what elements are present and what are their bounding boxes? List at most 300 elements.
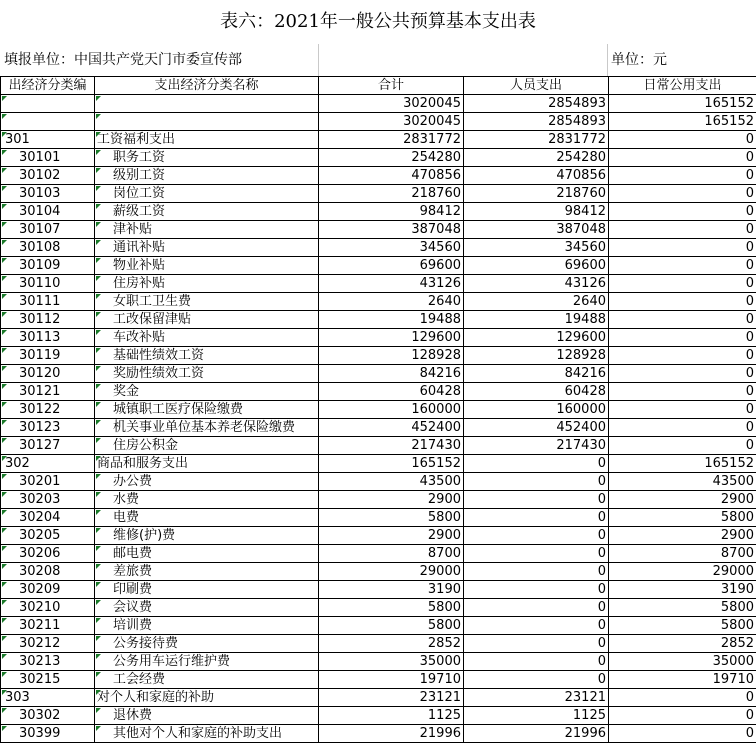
cell-marker-icon bbox=[96, 258, 101, 263]
row-personnel: 2854893 bbox=[464, 95, 609, 113]
row-total: 5800 bbox=[319, 509, 464, 527]
reporting-unit: 填报单位：中国共产党天门市委宣传部 bbox=[4, 52, 242, 68]
cell-marker-icon bbox=[96, 294, 101, 299]
cell-marker-icon bbox=[96, 312, 101, 317]
row-total: 35000 bbox=[319, 653, 464, 671]
table-row bbox=[1, 311, 756, 329]
cell-marker-icon bbox=[2, 402, 7, 407]
table-row bbox=[1, 167, 756, 185]
row-public: 165152 bbox=[609, 95, 756, 113]
cell-marker-icon bbox=[96, 186, 101, 191]
table-row bbox=[1, 563, 756, 581]
cell-marker-icon bbox=[96, 600, 101, 605]
row-code: 30108 bbox=[1, 239, 95, 257]
row-total: 34560 bbox=[319, 239, 464, 257]
row-personnel: 0 bbox=[464, 563, 609, 581]
row-name bbox=[95, 113, 319, 131]
row-public: 0 bbox=[609, 329, 756, 347]
cell-marker-icon bbox=[96, 654, 101, 659]
row-total: 160000 bbox=[319, 401, 464, 419]
cell-marker-icon bbox=[96, 150, 101, 155]
row-name: 住房补贴 bbox=[95, 275, 319, 293]
row-total: 43500 bbox=[319, 473, 464, 491]
row-name: 机关事业单位基本养老保险缴费 bbox=[95, 419, 319, 437]
row-personnel: 19488 bbox=[464, 311, 609, 329]
row-name: 车改补贴 bbox=[95, 329, 319, 347]
row-personnel: 21996 bbox=[464, 725, 609, 743]
cell-marker-icon bbox=[2, 222, 7, 227]
row-personnel: 0 bbox=[464, 455, 609, 473]
row-personnel: 1125 bbox=[464, 707, 609, 725]
table-row bbox=[1, 257, 756, 275]
row-name: 奖金 bbox=[95, 383, 319, 401]
cell-marker-icon bbox=[2, 564, 7, 569]
row-code: 30211 bbox=[1, 617, 95, 635]
cell-marker-icon bbox=[2, 276, 7, 281]
cell-marker-icon bbox=[96, 114, 101, 119]
row-total: 84216 bbox=[319, 365, 464, 383]
row-public: 8700 bbox=[609, 545, 756, 563]
row-total: 29000 bbox=[319, 563, 464, 581]
table-row bbox=[1, 725, 756, 743]
table-row bbox=[1, 509, 756, 527]
cell-marker-icon bbox=[2, 672, 7, 677]
row-total: 60428 bbox=[319, 383, 464, 401]
row-public: 0 bbox=[609, 419, 756, 437]
row-personnel: 2640 bbox=[464, 293, 609, 311]
cell-marker-icon bbox=[2, 204, 7, 209]
row-name: 奖励性绩效工资 bbox=[95, 365, 319, 383]
cell-marker-icon bbox=[2, 438, 7, 443]
row-public: 0 bbox=[609, 131, 756, 149]
row-total: 8700 bbox=[319, 545, 464, 563]
table-row bbox=[1, 419, 756, 437]
row-code: 30213 bbox=[1, 653, 95, 671]
row-total: 3190 bbox=[319, 581, 464, 599]
cell-marker-icon bbox=[96, 276, 101, 281]
cell-marker-icon bbox=[96, 564, 101, 569]
row-total: 23121 bbox=[319, 689, 464, 707]
row-public: 2900 bbox=[609, 491, 756, 509]
table-row bbox=[1, 473, 756, 491]
info-divider bbox=[607, 44, 608, 76]
row-total: 165152 bbox=[319, 455, 464, 473]
row-public: 0 bbox=[609, 257, 756, 275]
cell-marker-icon bbox=[96, 492, 101, 497]
row-personnel: 43126 bbox=[464, 275, 609, 293]
table-header-row bbox=[1, 77, 756, 95]
row-public: 165152 bbox=[609, 113, 756, 131]
page-title: 表六：2021年一般公共预算基本支出表 bbox=[220, 11, 536, 32]
row-code: 30209 bbox=[1, 581, 95, 599]
table-row bbox=[1, 149, 756, 167]
row-public: 43500 bbox=[609, 473, 756, 491]
row-code: 30101 bbox=[1, 149, 95, 167]
row-public: 19710 bbox=[609, 671, 756, 689]
cell-marker-icon bbox=[2, 186, 7, 191]
cell-marker-icon bbox=[2, 582, 7, 587]
table-row bbox=[1, 347, 756, 365]
table-row bbox=[1, 635, 756, 653]
row-total: 1125 bbox=[319, 707, 464, 725]
table-body bbox=[1, 95, 756, 743]
row-name: 城镇职工医疗保险缴费 bbox=[95, 401, 319, 419]
cell-marker-icon bbox=[2, 114, 7, 119]
table-row bbox=[1, 401, 756, 419]
table-row bbox=[1, 113, 756, 131]
row-name: 工会经费 bbox=[95, 671, 319, 689]
row-total: 5800 bbox=[319, 617, 464, 635]
row-name: 女职工卫生费 bbox=[95, 293, 319, 311]
row-personnel: 160000 bbox=[464, 401, 609, 419]
row-code: 30215 bbox=[1, 671, 95, 689]
row-name: 级别工资 bbox=[95, 167, 319, 185]
row-personnel: 452400 bbox=[464, 419, 609, 437]
row-public: 0 bbox=[609, 365, 756, 383]
row-code: 30203 bbox=[1, 491, 95, 509]
row-name: 商品和服务支出 bbox=[95, 455, 319, 473]
cell-marker-icon bbox=[96, 636, 101, 641]
cell-marker-icon bbox=[96, 690, 101, 695]
row-code: 30121 bbox=[1, 383, 95, 401]
row-total: 19710 bbox=[319, 671, 464, 689]
cell-marker-icon bbox=[2, 150, 7, 155]
row-name: 住房公积金 bbox=[95, 437, 319, 455]
row-total: 129600 bbox=[319, 329, 464, 347]
cell-marker-icon bbox=[2, 348, 7, 353]
cell-marker-icon bbox=[2, 474, 7, 479]
cell-marker-icon bbox=[2, 600, 7, 605]
row-public: 5800 bbox=[609, 509, 756, 527]
row-code: 30110 bbox=[1, 275, 95, 293]
row-name: 薪级工资 bbox=[95, 203, 319, 221]
row-personnel: 0 bbox=[464, 491, 609, 509]
table-row bbox=[1, 185, 756, 203]
row-public: 3190 bbox=[609, 581, 756, 599]
cell-marker-icon bbox=[2, 420, 7, 425]
table-row bbox=[1, 491, 756, 509]
table-row bbox=[1, 203, 756, 221]
row-total: 254280 bbox=[319, 149, 464, 167]
row-personnel: 84216 bbox=[464, 365, 609, 383]
cell-marker-icon bbox=[96, 96, 101, 101]
row-personnel: 129600 bbox=[464, 329, 609, 347]
cell-marker-icon bbox=[2, 708, 7, 713]
row-code: 30120 bbox=[1, 365, 95, 383]
header-code: 出经济分类编 bbox=[1, 77, 95, 95]
header-personnel: 人员支出 bbox=[464, 77, 609, 95]
row-code: 30302 bbox=[1, 707, 95, 725]
row-personnel: 387048 bbox=[464, 221, 609, 239]
row-personnel: 128928 bbox=[464, 347, 609, 365]
row-name: 其他对个人和家庭的补助支出 bbox=[95, 725, 319, 743]
row-public: 165152 bbox=[609, 455, 756, 473]
row-code: 30127 bbox=[1, 437, 95, 455]
row-name: 通讯补贴 bbox=[95, 239, 319, 257]
row-total: 2852 bbox=[319, 635, 464, 653]
row-total: 98412 bbox=[319, 203, 464, 221]
row-name: 工资福利支出 bbox=[95, 131, 319, 149]
row-public: 5800 bbox=[609, 599, 756, 617]
table-row bbox=[1, 689, 756, 707]
row-public: 0 bbox=[609, 293, 756, 311]
cell-marker-icon bbox=[96, 240, 101, 245]
row-personnel: 2854893 bbox=[464, 113, 609, 131]
table-row bbox=[1, 221, 756, 239]
row-public: 35000 bbox=[609, 653, 756, 671]
cell-marker-icon bbox=[2, 456, 7, 461]
row-personnel: 470856 bbox=[464, 167, 609, 185]
row-name: 职务工资 bbox=[95, 149, 319, 167]
row-total: 21996 bbox=[319, 725, 464, 743]
cell-marker-icon bbox=[96, 204, 101, 209]
row-personnel: 0 bbox=[464, 599, 609, 617]
row-public: 0 bbox=[609, 347, 756, 365]
row-total: 2831772 bbox=[319, 131, 464, 149]
row-public: 0 bbox=[609, 383, 756, 401]
row-public: 2900 bbox=[609, 527, 756, 545]
table-row bbox=[1, 437, 756, 455]
row-code: 30204 bbox=[1, 509, 95, 527]
cell-marker-icon bbox=[96, 222, 101, 227]
row-personnel: 69600 bbox=[464, 257, 609, 275]
row-code: 303 bbox=[1, 689, 95, 707]
cell-marker-icon bbox=[96, 528, 101, 533]
row-personnel: 2831772 bbox=[464, 131, 609, 149]
currency-unit: 单位：元 bbox=[611, 52, 667, 68]
cell-marker-icon bbox=[2, 240, 7, 245]
row-personnel: 0 bbox=[464, 545, 609, 563]
table-row bbox=[1, 671, 756, 689]
row-total: 2900 bbox=[319, 491, 464, 509]
row-code: 30113 bbox=[1, 329, 95, 347]
row-code bbox=[1, 113, 95, 131]
row-code: 30123 bbox=[1, 419, 95, 437]
row-personnel: 0 bbox=[464, 473, 609, 491]
row-personnel: 34560 bbox=[464, 239, 609, 257]
table-row bbox=[1, 239, 756, 257]
cell-marker-icon bbox=[2, 96, 7, 101]
row-name: 差旅费 bbox=[95, 563, 319, 581]
row-name: 水费 bbox=[95, 491, 319, 509]
row-public: 0 bbox=[609, 437, 756, 455]
cell-marker-icon bbox=[2, 294, 7, 299]
table-row bbox=[1, 653, 756, 671]
row-code: 30212 bbox=[1, 635, 95, 653]
cell-marker-icon bbox=[2, 492, 7, 497]
table-row bbox=[1, 545, 756, 563]
row-code bbox=[1, 95, 95, 113]
row-public: 0 bbox=[609, 203, 756, 221]
cell-marker-icon bbox=[96, 456, 101, 461]
cell-marker-icon bbox=[96, 726, 101, 731]
header-name: 支出经济分类名称 bbox=[95, 77, 319, 95]
row-personnel: 0 bbox=[464, 635, 609, 653]
row-public: 0 bbox=[609, 401, 756, 419]
row-total: 217430 bbox=[319, 437, 464, 455]
row-name: 培训费 bbox=[95, 617, 319, 635]
row-name: 办公费 bbox=[95, 473, 319, 491]
cell-marker-icon bbox=[2, 312, 7, 317]
row-code: 30102 bbox=[1, 167, 95, 185]
cell-marker-icon bbox=[96, 672, 101, 677]
budget-table bbox=[0, 76, 756, 743]
row-public: 0 bbox=[609, 149, 756, 167]
row-personnel: 0 bbox=[464, 617, 609, 635]
row-code: 30103 bbox=[1, 185, 95, 203]
row-name: 印刷费 bbox=[95, 581, 319, 599]
row-public: 0 bbox=[609, 689, 756, 707]
cell-marker-icon bbox=[96, 582, 101, 587]
cell-marker-icon bbox=[2, 690, 7, 695]
row-total: 218760 bbox=[319, 185, 464, 203]
row-personnel: 0 bbox=[464, 671, 609, 689]
row-public: 5800 bbox=[609, 617, 756, 635]
table-row bbox=[1, 455, 756, 473]
row-name: 电费 bbox=[95, 509, 319, 527]
row-public: 29000 bbox=[609, 563, 756, 581]
row-code: 30208 bbox=[1, 563, 95, 581]
row-name: 维修(护)费 bbox=[95, 527, 319, 545]
row-code: 30206 bbox=[1, 545, 95, 563]
row-total: 69600 bbox=[319, 257, 464, 275]
row-name: 退休费 bbox=[95, 707, 319, 725]
cell-marker-icon bbox=[96, 330, 101, 335]
cell-marker-icon bbox=[96, 168, 101, 173]
info-divider bbox=[318, 44, 319, 76]
cell-marker-icon bbox=[96, 438, 101, 443]
table-row bbox=[1, 329, 756, 347]
row-public: 0 bbox=[609, 707, 756, 725]
row-public: 0 bbox=[609, 275, 756, 293]
row-public: 0 bbox=[609, 311, 756, 329]
cell-marker-icon bbox=[2, 258, 7, 263]
row-total: 43126 bbox=[319, 275, 464, 293]
row-personnel: 0 bbox=[464, 653, 609, 671]
cell-marker-icon bbox=[2, 366, 7, 371]
row-personnel: 23121 bbox=[464, 689, 609, 707]
row-code: 30205 bbox=[1, 527, 95, 545]
row-name: 津补贴 bbox=[95, 221, 319, 239]
cell-marker-icon bbox=[96, 420, 101, 425]
table-row bbox=[1, 707, 756, 725]
row-total: 470856 bbox=[319, 167, 464, 185]
row-name: 基础性绩效工资 bbox=[95, 347, 319, 365]
row-public: 0 bbox=[609, 185, 756, 203]
row-name bbox=[95, 95, 319, 113]
row-name: 邮电费 bbox=[95, 545, 319, 563]
cell-marker-icon bbox=[96, 402, 101, 407]
header-total: 合计 bbox=[319, 77, 464, 95]
cell-marker-icon bbox=[2, 510, 7, 515]
row-code: 30119 bbox=[1, 347, 95, 365]
row-total: 387048 bbox=[319, 221, 464, 239]
row-code: 30111 bbox=[1, 293, 95, 311]
cell-marker-icon bbox=[96, 546, 101, 551]
cell-marker-icon bbox=[96, 708, 101, 713]
table-row bbox=[1, 599, 756, 617]
row-code: 30104 bbox=[1, 203, 95, 221]
row-personnel: 0 bbox=[464, 527, 609, 545]
row-public: 0 bbox=[609, 239, 756, 257]
table-row bbox=[1, 131, 756, 149]
cell-marker-icon bbox=[96, 510, 101, 515]
row-code: 30122 bbox=[1, 401, 95, 419]
cell-marker-icon bbox=[2, 618, 7, 623]
header-public: 日常公用支出 bbox=[609, 77, 756, 95]
table-row bbox=[1, 581, 756, 599]
row-public: 0 bbox=[609, 167, 756, 185]
row-total: 5800 bbox=[319, 599, 464, 617]
row-personnel: 218760 bbox=[464, 185, 609, 203]
row-personnel: 98412 bbox=[464, 203, 609, 221]
row-code: 30399 bbox=[1, 725, 95, 743]
cell-marker-icon bbox=[2, 636, 7, 641]
row-public: 0 bbox=[609, 725, 756, 743]
table-row bbox=[1, 275, 756, 293]
cell-marker-icon bbox=[2, 528, 7, 533]
row-total: 2640 bbox=[319, 293, 464, 311]
row-personnel: 0 bbox=[464, 581, 609, 599]
row-code: 30109 bbox=[1, 257, 95, 275]
cell-marker-icon bbox=[2, 168, 7, 173]
row-personnel: 254280 bbox=[464, 149, 609, 167]
cell-marker-icon bbox=[2, 384, 7, 389]
cell-marker-icon bbox=[96, 132, 101, 137]
row-personnel: 0 bbox=[464, 509, 609, 527]
row-total: 452400 bbox=[319, 419, 464, 437]
row-total: 19488 bbox=[319, 311, 464, 329]
row-name: 公务用车运行维护费 bbox=[95, 653, 319, 671]
table-row bbox=[1, 383, 756, 401]
row-code: 30107 bbox=[1, 221, 95, 239]
table-row bbox=[1, 617, 756, 635]
row-code: 302 bbox=[1, 455, 95, 473]
cell-marker-icon bbox=[2, 726, 7, 731]
row-total: 2900 bbox=[319, 527, 464, 545]
cell-marker-icon bbox=[96, 366, 101, 371]
row-code: 30201 bbox=[1, 473, 95, 491]
table-row bbox=[1, 293, 756, 311]
row-name: 岗位工资 bbox=[95, 185, 319, 203]
row-name: 对个人和家庭的补助 bbox=[95, 689, 319, 707]
row-personnel: 60428 bbox=[464, 383, 609, 401]
cell-marker-icon bbox=[2, 132, 7, 137]
row-total: 128928 bbox=[319, 347, 464, 365]
table-row bbox=[1, 95, 756, 113]
row-public: 2852 bbox=[609, 635, 756, 653]
cell-marker-icon bbox=[96, 348, 101, 353]
row-code: 301 bbox=[1, 131, 95, 149]
cell-marker-icon bbox=[2, 330, 7, 335]
row-total: 3020045 bbox=[319, 95, 464, 113]
row-name: 物业补贴 bbox=[95, 257, 319, 275]
table-row bbox=[1, 527, 756, 545]
cell-marker-icon bbox=[2, 546, 7, 551]
row-code: 30112 bbox=[1, 311, 95, 329]
row-total: 3020045 bbox=[319, 113, 464, 131]
row-code: 30210 bbox=[1, 599, 95, 617]
cell-marker-icon bbox=[96, 384, 101, 389]
table-row bbox=[1, 365, 756, 383]
row-name: 工改保留津贴 bbox=[95, 311, 319, 329]
row-public: 0 bbox=[609, 221, 756, 239]
cell-marker-icon bbox=[2, 654, 7, 659]
row-name: 会议费 bbox=[95, 599, 319, 617]
row-name: 公务接待费 bbox=[95, 635, 319, 653]
cell-marker-icon bbox=[96, 474, 101, 479]
cell-marker-icon bbox=[96, 618, 101, 623]
